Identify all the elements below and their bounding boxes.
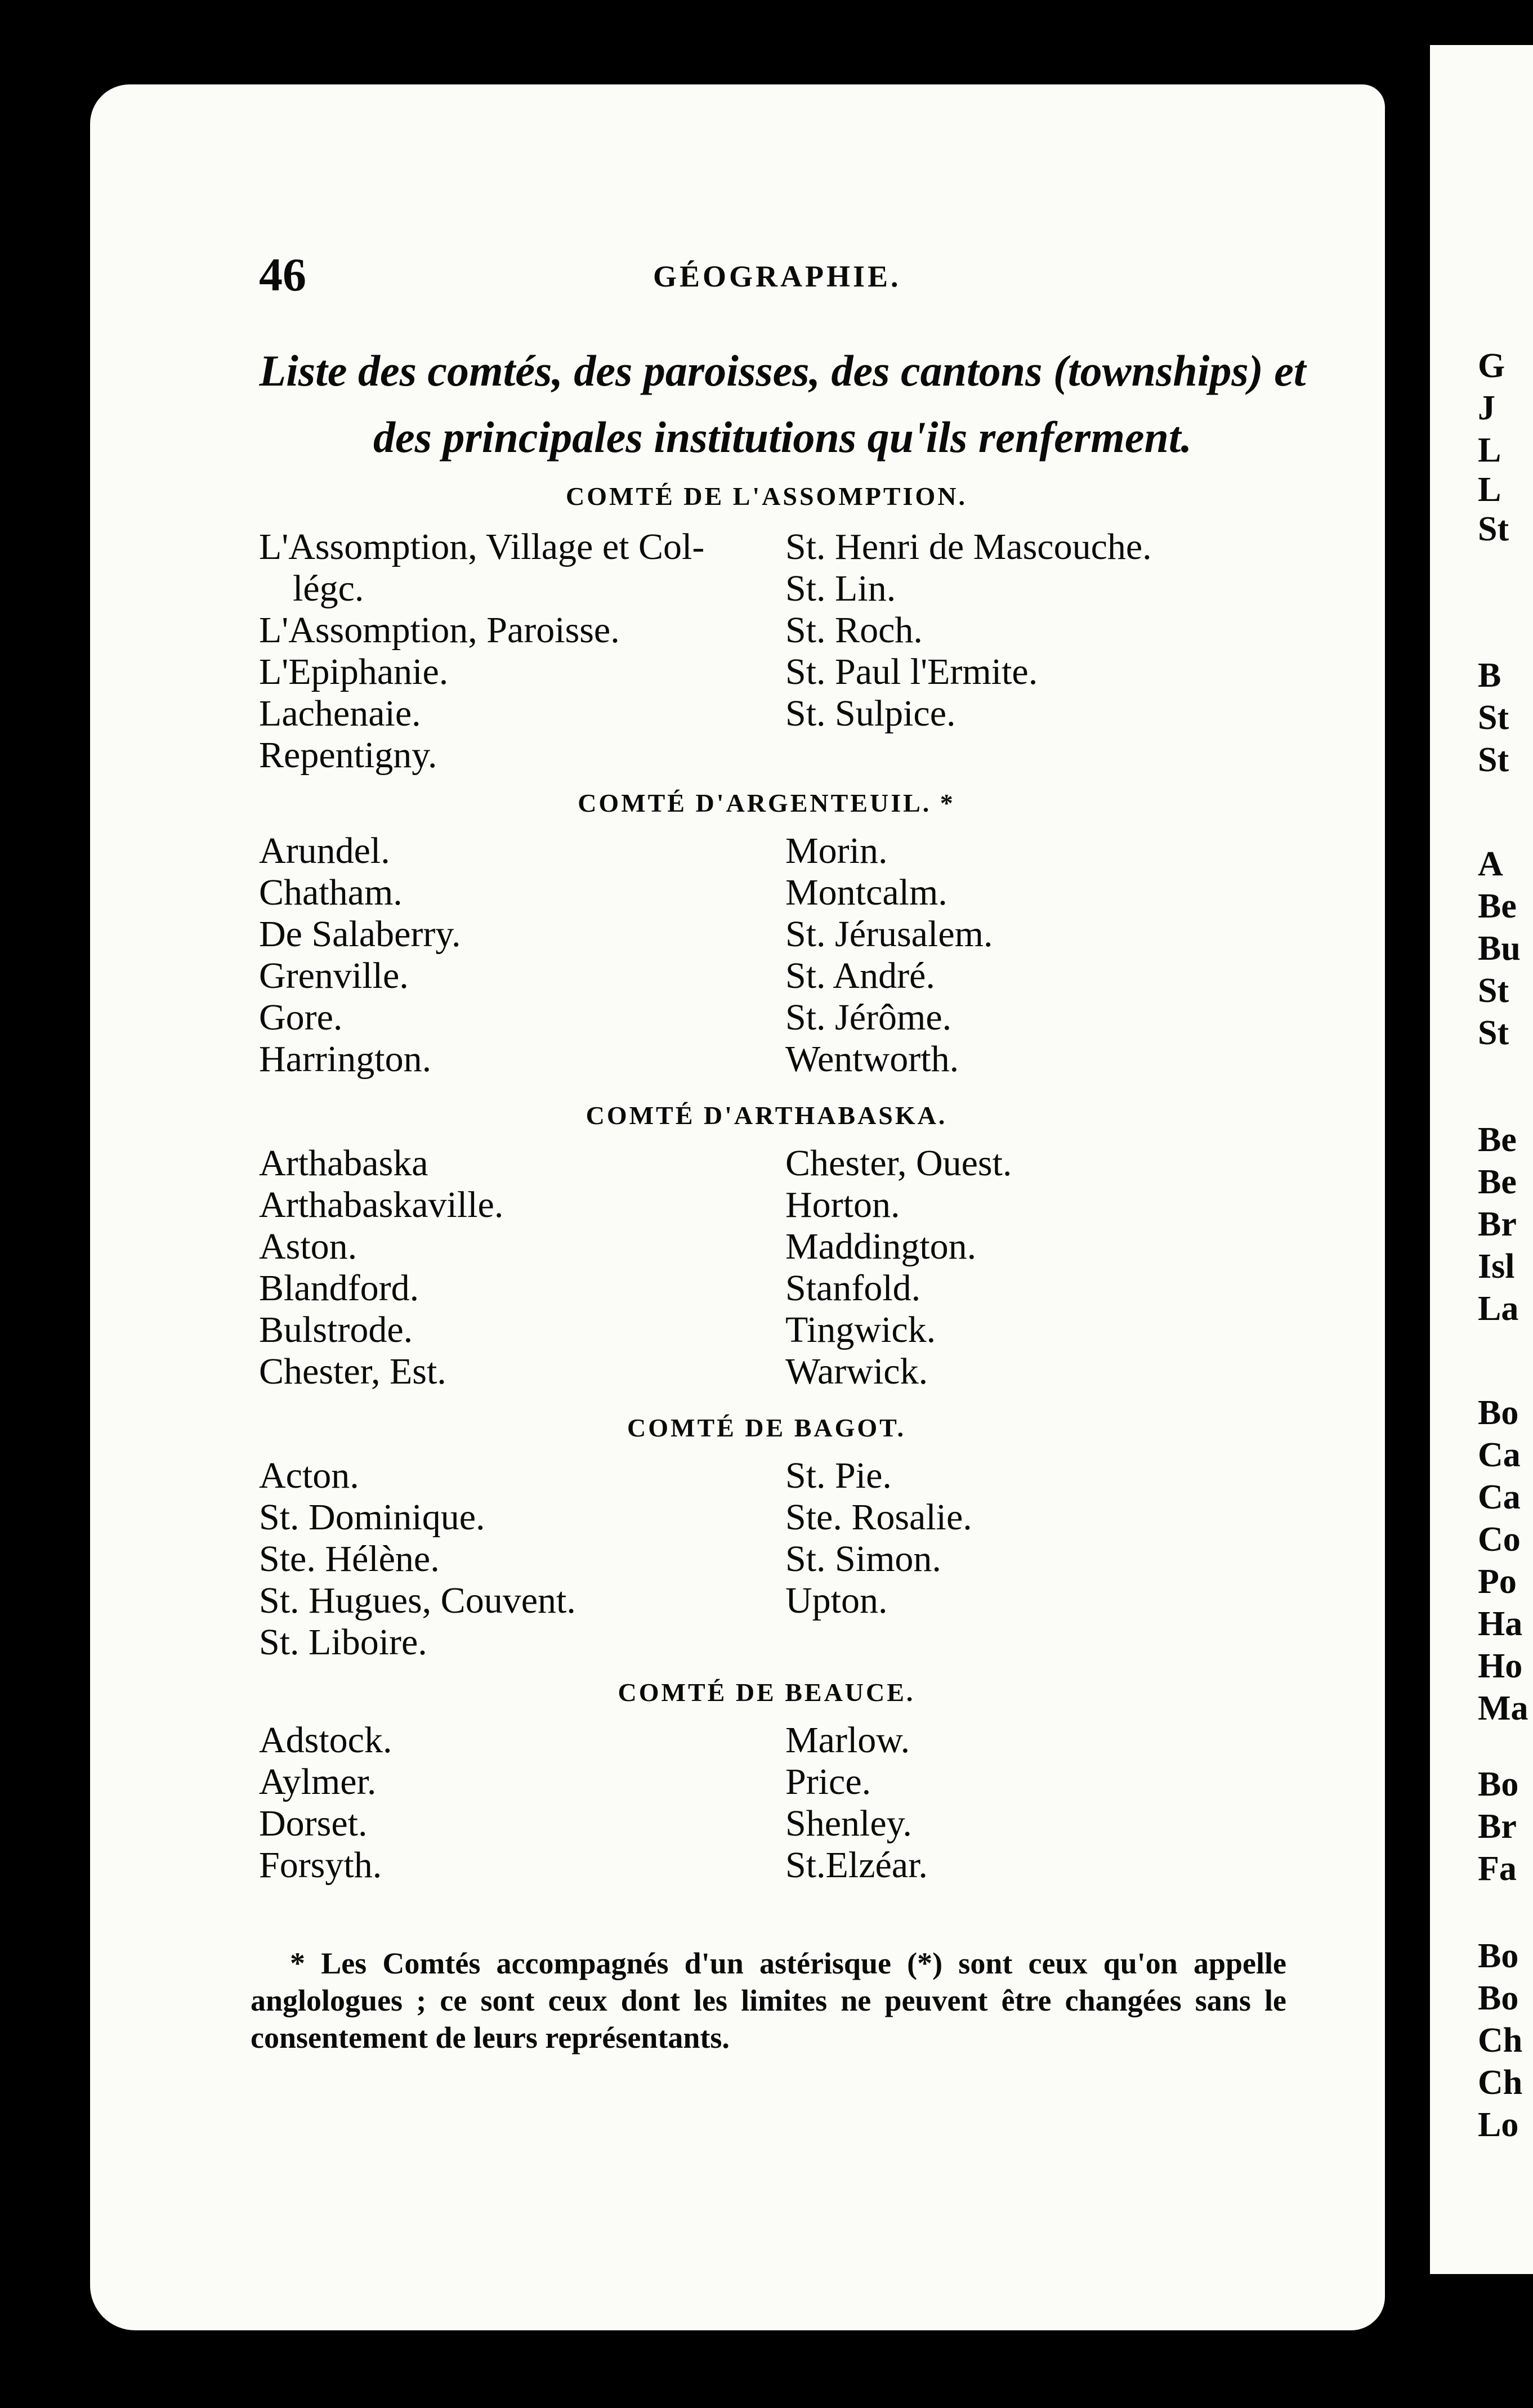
place-name: Acton. [259, 1455, 359, 1496]
edge-fragment: Ca [1478, 1478, 1521, 1516]
place-name: Aylmer. [259, 1761, 377, 1802]
edge-fragment: St [1478, 972, 1509, 1010]
edge-fragment: St [1478, 699, 1509, 737]
place-name: Shenley. [785, 1803, 912, 1844]
place-name: Marlow. [785, 1720, 910, 1761]
edge-fragment: L [1478, 471, 1501, 509]
place-name: Price. [785, 1761, 871, 1802]
edge-fragment: G [1478, 347, 1505, 385]
arthabaska-left-column [259, 1143, 503, 1393]
place-name: St. Simon. [785, 1538, 941, 1579]
place-name: St. Sulpice. [785, 693, 956, 734]
place-name: Maddington. [785, 1226, 977, 1267]
beauce-right-column [785, 1720, 928, 1886]
place-name: Harrington. [259, 1039, 432, 1080]
place-name: Bulstrode. [259, 1309, 413, 1350]
place-name: Montcalm. [785, 872, 947, 913]
place-name: St. Pie. [785, 1455, 892, 1496]
page-number: 46 [259, 249, 306, 301]
place-name: St. Liboire. [259, 1622, 427, 1663]
edge-fragment: Bo [1478, 1394, 1519, 1432]
place-name: Dorset. [259, 1803, 368, 1844]
edge-fragment: Lo [1478, 2106, 1519, 2144]
place-name: Aston. [259, 1226, 357, 1267]
adjacent-page-fragments [1478, 0, 1533, 2408]
place-name: St. Roch. [785, 610, 923, 651]
edge-fragment: Br [1478, 1205, 1517, 1243]
edge-fragment: St [1478, 1014, 1509, 1052]
edge-fragment: Br [1478, 1807, 1517, 1846]
edge-fragment: Bo [1478, 1979, 1519, 2017]
place-name: Lachenaie. [259, 693, 421, 734]
section-heading-bagot: COMTÉ DE BAGOT. [627, 1413, 906, 1442]
list-title-line-2: des principales institutions qu'ils renferment. [373, 413, 1192, 462]
place-name: L'Assomption, Village et Col- [259, 526, 705, 567]
place-name: Ste. Hélène. [259, 1538, 440, 1579]
section-heading-argenteuil: COMTÉ D'ARGENTEUIL. * [578, 789, 955, 817]
place-name: St. André. [785, 955, 935, 996]
argenteuil-left-column [259, 830, 461, 1080]
place-name: Grenville. [259, 955, 409, 996]
edge-fragment: Ch [1478, 2021, 1523, 2060]
section-heading-assomption: COMTÉ DE L'ASSOMPTION. [566, 482, 967, 511]
place-name: Morin. [785, 830, 888, 871]
section-heading-arthabaska: COMTÉ D'ARTHABASKA. [586, 1101, 947, 1130]
edge-fragment: Ho [1478, 1647, 1523, 1685]
place-name: St. Lin. [785, 568, 896, 609]
edge-fragment: Ch [1478, 2064, 1523, 2102]
edge-fragment: L [1478, 431, 1501, 469]
edge-fragment: Bo [1478, 1937, 1519, 1975]
argenteuil-right-column [785, 830, 993, 1080]
place-name: Forsyth. [259, 1845, 382, 1886]
edge-fragment: St [1478, 741, 1509, 779]
edge-fragment: Isl [1478, 1247, 1515, 1286]
place-name: L'Epiphanie. [259, 651, 449, 692]
section-heading-beauce: COMTÉ DE BEAUCE. [618, 1678, 915, 1707]
place-name: Horton. [785, 1184, 900, 1225]
place-name: Warwick. [785, 1351, 928, 1392]
place-name: Wentworth. [785, 1039, 959, 1080]
edge-fragment: Po [1478, 1563, 1517, 1601]
edge-fragment: Bo [1478, 1765, 1519, 1803]
edge-fragment: Ma [1478, 1689, 1528, 1727]
page-header [259, 248, 1272, 304]
edge-fragment: Be [1478, 887, 1517, 925]
place-name: Repentigny. [259, 735, 437, 776]
edge-fragment: Ca [1478, 1436, 1521, 1474]
edge-fragment: Fa [1478, 1850, 1517, 1888]
place-name: Gore. [259, 997, 343, 1038]
place-name: Ste. Rosalie. [785, 1497, 972, 1538]
place-name: Tingwick. [785, 1309, 936, 1350]
place-name: Blandford. [259, 1268, 419, 1309]
place-name: Arundel. [259, 830, 390, 871]
list-title [259, 338, 1306, 471]
beauce-left-column [259, 1720, 392, 1886]
edge-fragment: Be [1478, 1163, 1517, 1201]
running-title: GÉOGRAPHIE. [653, 259, 901, 293]
edge-fragment: Co [1478, 1520, 1521, 1559]
arthabaska-right-column [785, 1143, 1012, 1393]
place-name: Arthabaskaville. [259, 1184, 504, 1225]
edge-fragment: Bu [1478, 929, 1521, 968]
place-name: St. Hugues, Couvent. [259, 1580, 576, 1621]
place-name: Chester, Ouest. [785, 1143, 1012, 1184]
place-name: De Salaberry. [259, 914, 461, 955]
edge-fragment: A [1478, 845, 1503, 883]
place-name: légc. [293, 568, 364, 609]
place-name: Stanfold. [785, 1268, 921, 1309]
place-name: Adstock. [259, 1720, 392, 1761]
edge-fragment: Ha [1478, 1605, 1523, 1643]
list-title-line-1: Liste des comtés, des paroisses, des cantons (townships) et [259, 346, 1306, 395]
assomption-left-column [259, 526, 704, 776]
place-name: St. Jérusalem. [785, 914, 993, 955]
bagot-right-column [785, 1455, 972, 1622]
place-name: Chatham. [259, 872, 403, 913]
place-name: St. Henri de Mascouche. [785, 526, 1152, 567]
place-name: St.Elzéar. [785, 1845, 928, 1886]
bagot-left-column [259, 1455, 576, 1663]
place-name: Arthabaska [259, 1143, 428, 1184]
edge-fragment: B [1478, 656, 1501, 695]
place-name: St. Dominique. [259, 1497, 485, 1538]
place-name: St. Jérôme. [785, 997, 952, 1038]
place-name: Upton. [785, 1580, 888, 1621]
footnote: * Les Comtés accompagnés d'un astérisque (*) sont ceux qu'on appelle anglologues ; ce sont ceux dont les limites ne peuvent être changées sans le consentement de leurs représentants. [251, 1946, 1286, 2055]
edge-fragment: La [1478, 1290, 1519, 1328]
edge-fragment: J [1478, 389, 1495, 427]
edge-fragment: St [1478, 510, 1509, 548]
place-name: St. Paul l'Ermite. [785, 651, 1038, 692]
assomption-right-column [785, 526, 1152, 735]
edge-fragment: Be [1478, 1121, 1517, 1159]
place-name: L'Assomption, Paroisse. [259, 610, 620, 651]
place-name: Chester, Est. [259, 1351, 446, 1392]
